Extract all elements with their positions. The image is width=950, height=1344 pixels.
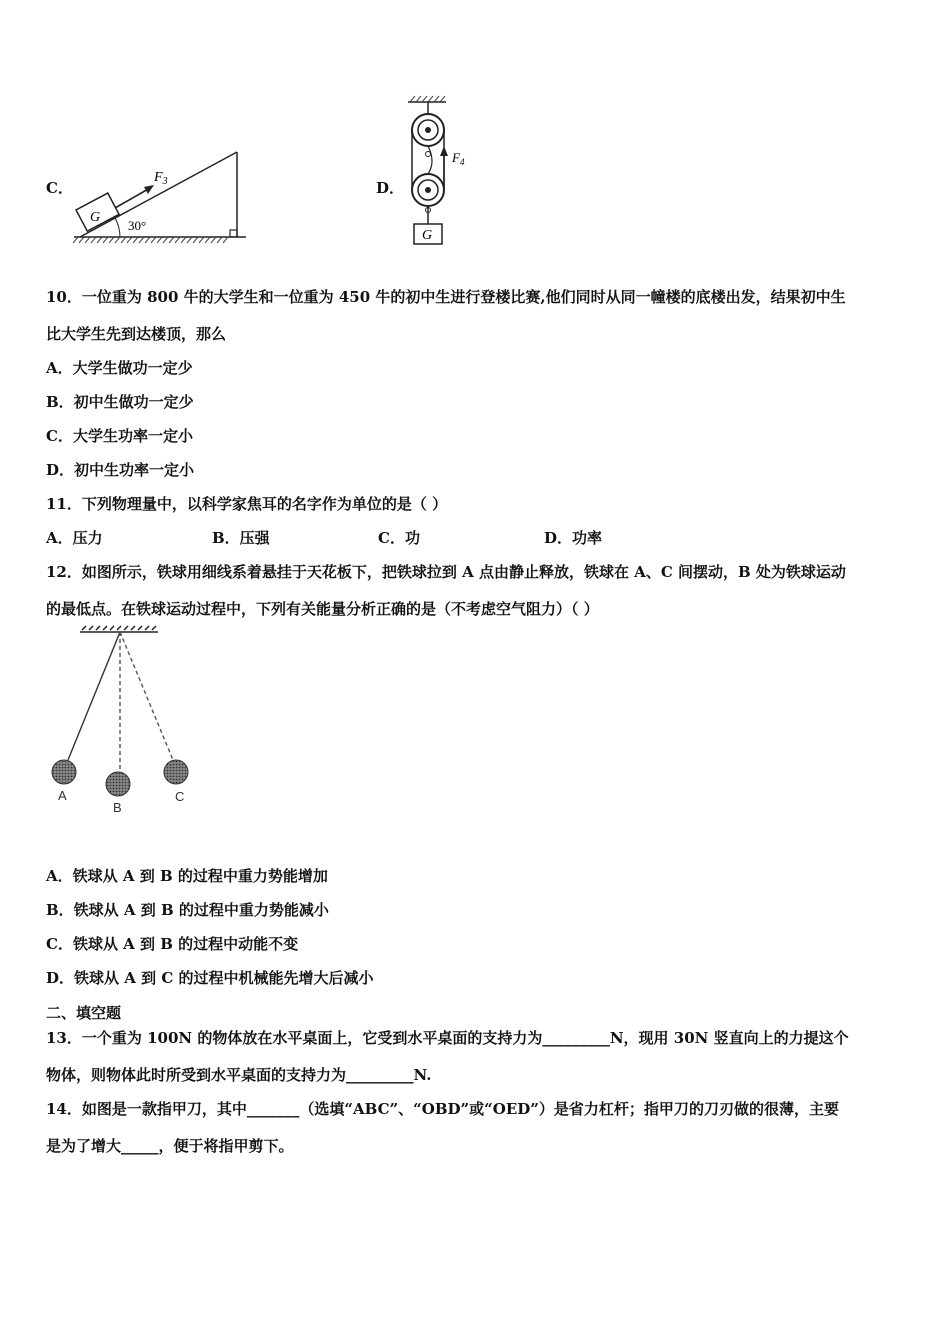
q11-option-b: B．压强 bbox=[212, 529, 270, 547]
q12-stem-line1: 12．如图所示，铁球用细线系着悬挂于天花板下，把铁球拉到 A 点由静止释放，铁球在 A、C 间摆动，B 处为铁球运动 bbox=[46, 563, 846, 581]
q11-stem: 11．下列物理量中，以科学家焦耳的名字作为单位的是（ ） bbox=[46, 495, 448, 513]
q12-option-c: C．铁球从 A 到 B 的过程中动能不变 bbox=[46, 935, 299, 953]
pendulum-label-c: C bbox=[175, 789, 185, 804]
section2-title: 二、填空题 bbox=[46, 1004, 122, 1022]
q12-option-a: A．铁球从 A 到 B 的过程中重力势能增加 bbox=[46, 867, 328, 885]
q11-options bbox=[46, 527, 602, 548]
q12-stem-line2: 的最低点。在铁球运动过程中，下列有关能量分析正确的是（不考虑空气阻力）（ ） bbox=[46, 600, 599, 618]
angle-label: 30° bbox=[128, 218, 147, 233]
incline-figure bbox=[70, 145, 250, 245]
q10-option-b: B．初中生做功一定少 bbox=[46, 393, 194, 411]
force-f3-label: $F_3$ bbox=[154, 170, 168, 187]
q12-option-b: B．铁球从 A 到 B 的过程中重力势能减小 bbox=[46, 901, 329, 919]
q10-stem-line2: 比大学生先到达楼顶，那么 bbox=[46, 325, 227, 343]
q13-line1: 13．一个重为 100N 的物体放在水平桌面上，它受到水平桌面的支持力为_________N，现用 30N 竖直向上的力提这个 bbox=[46, 1029, 849, 1047]
force-f4-label: $F_4$ bbox=[452, 150, 465, 167]
q14-line2: 是为了增大_____，便于将指甲剪下。 bbox=[46, 1137, 294, 1155]
q10-option-c: C．大学生功率一定小 bbox=[46, 427, 193, 445]
pendulum-label-b: B bbox=[113, 800, 122, 815]
q13-line2: 物体，则物体此时所受到水平桌面的支持力为_________N. bbox=[46, 1066, 432, 1084]
q12-option-d: D．铁球从 A 到 C 的过程中机械能先增大后减小 bbox=[46, 969, 374, 987]
q10-option-d: D．初中生功率一定小 bbox=[46, 461, 195, 479]
q11-option-d: D．功率 bbox=[544, 529, 603, 547]
option-c-label: C． bbox=[46, 179, 73, 197]
q10-option-a: A．大学生做功一定少 bbox=[46, 359, 193, 377]
q10-stem-line1: 10．一位重为 800 牛的大学生和一位重为 450 牛的初中生进行登楼比赛,他们同时从同一幢楼的底楼出发，结果初中生 bbox=[46, 288, 846, 306]
option-d-label: D． bbox=[376, 179, 405, 197]
pendulum-label-a: A bbox=[58, 788, 67, 803]
q14-line1: 14．如图是一款指甲刀，其中_______（选填“ABC”、“OBD”或“OED”）是省力杠杆；指甲刀的刀刃做的很薄，主要 bbox=[46, 1100, 839, 1118]
pendulum-figure bbox=[40, 622, 210, 822]
q11-option-c: C．功 bbox=[378, 529, 420, 547]
q11-option-a: A．压力 bbox=[46, 529, 103, 547]
pulley-figure bbox=[400, 92, 500, 252]
block-label: G bbox=[90, 210, 101, 225]
load-label: G bbox=[422, 228, 433, 243]
